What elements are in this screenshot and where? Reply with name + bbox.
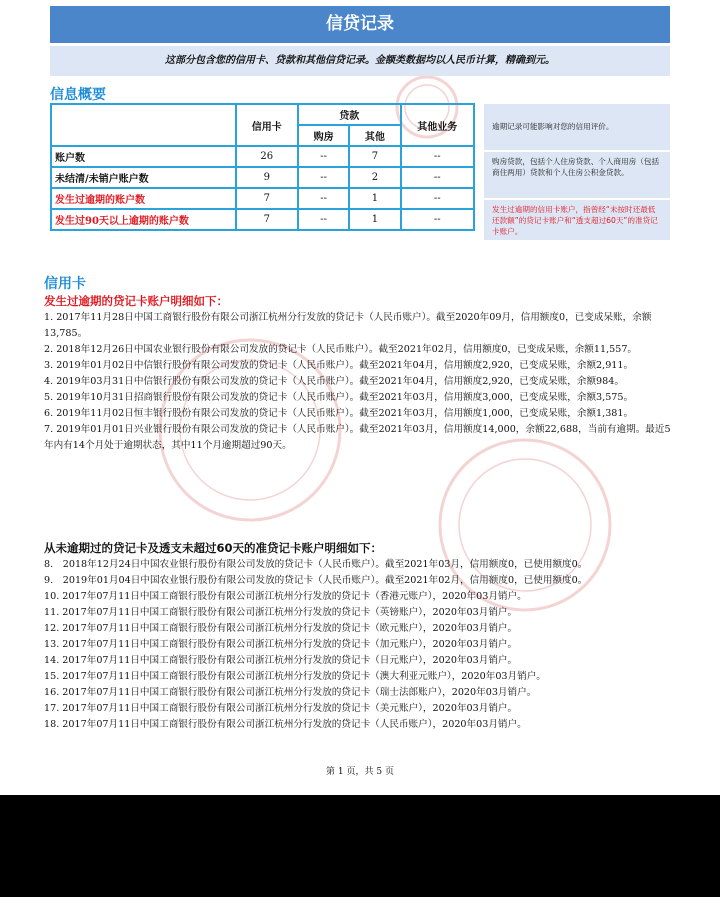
row-label: 发生过逾期的账户数 xyxy=(51,188,236,209)
row-label: 发生过90天以上逾期的账户数 xyxy=(51,209,236,230)
cell-other-business: -- xyxy=(401,167,474,188)
credit-card-section-title: 信用卡 xyxy=(44,276,86,292)
list-item: 9. 2019年01月04日中国农业银行股份有限公司发放的贷记卡（人民币账户）。截至2021年02月，信用额度0，已使用额度0。 xyxy=(44,575,588,586)
list-item: 3. 2019年01月02日中信银行股份有限公司发放的贷记卡（人民币账户）。截至2021年04月，信用额度2,920，已变成呆账，余额2,911。 xyxy=(44,360,634,371)
cell-housing: -- xyxy=(298,146,349,167)
cell-housing: -- xyxy=(298,167,349,188)
normal-list xyxy=(44,557,674,733)
list-item: 11. 2017年07月11日中国工商银行股份有限公司浙江杭州分行发放的贷记卡（英镑账户），2020年03月销户。 xyxy=(44,607,518,618)
table-row xyxy=(51,209,474,230)
row-label: 未结清/未销户账户数 xyxy=(51,167,236,188)
cell-other-business: -- xyxy=(401,209,474,230)
list-item: 12. 2017年07月11日中国工商银行股份有限公司浙江杭州分行发放的贷记卡（欧元账户），2020年03月销户。 xyxy=(44,623,518,634)
cell-other-loan: 2 xyxy=(349,167,400,188)
note-overdue-impact: 逾期记录可能影响对您的信用评价。 xyxy=(484,104,670,150)
note-overdue-definition: 发生过逾期的信用卡账户，指曾经“未按时还最低还款额”的贷记卡账户和“透支超过60天”的准贷记卡账户。 xyxy=(484,200,670,240)
cell-other-loan: 1 xyxy=(349,209,400,230)
list-item: 10. 2017年07月11日中国工商银行股份有限公司浙江杭州分行发放的贷记卡（香港元账户），2020年03月销户。 xyxy=(44,591,527,602)
list-item: 4. 2019年03月31日中信银行股份有限公司发放的贷记卡（人民币账户）。截至2021年04月，信用额度2,920，已变成呆账，余额984。 xyxy=(44,376,624,387)
intro-text: 这部分包含您的信用卡、贷款和其他信贷记录。金额类数据均以人民币计算，精确到元。 xyxy=(50,46,670,76)
cell-housing: -- xyxy=(298,209,349,230)
list-item: 15. 2017年07月11日中国工商银行股份有限公司浙江杭州分行发放的贷记卡（澳大利亚元账户），2020年03月销户。 xyxy=(44,671,546,682)
table-row xyxy=(51,146,474,167)
list-item: 1. 2017年11月28日中国工商银行股份有限公司浙江杭州分行发放的贷记卡（人民币账户）。截至2020年09月，信用额度0，已变成呆账，余额13,785。 xyxy=(44,312,652,339)
list-item: 16. 2017年07月11日中国工商银行股份有限公司浙江杭州分行发放的贷记卡（瑞士法郎账户），2020年03月销户。 xyxy=(44,687,537,698)
cell-credit-card: 7 xyxy=(236,188,299,209)
table-row xyxy=(51,188,474,209)
summary-section-title: 信息概要 xyxy=(50,87,106,103)
cell-other-loan: 1 xyxy=(349,188,400,209)
header-other-loan: 其他 xyxy=(349,125,400,146)
summary-corner-cell xyxy=(51,104,236,146)
cell-credit-card: 9 xyxy=(236,167,299,188)
header-credit-card: 信用卡 xyxy=(236,104,299,146)
list-item: 5. 2019年10月31日招商银行股份有限公司发放的贷记卡（人民币账户）。截至2021年03月，信用额度3,000，已变成呆账，余额3,575。 xyxy=(44,392,634,403)
list-item: 7. 2019年01月01日兴业银行股份有限公司发放的贷记卡（人民币账户）。截至2021年03月，信用额度14,000，余额22,688，当前有逾期。最近5年内有14个月处于逾期状态，其中11个月逾期超过90天。 xyxy=(44,424,671,451)
list-item: 18. 2017年07月11日中国工商银行股份有限公司浙江杭州分行发放的贷记卡（人民币账户），2020年03月销户。 xyxy=(44,719,527,730)
summary-header-row xyxy=(51,104,474,125)
table-row xyxy=(51,167,474,188)
screen-bottom-area xyxy=(0,795,720,897)
note-housing-loan: 购房贷款，包括个人住房贷款、个人商用房（包括商住两用）贷款和个人住房公积金贷款。 xyxy=(484,152,670,198)
header-other-business: 其他业务 xyxy=(401,104,474,146)
cell-credit-card: 7 xyxy=(236,209,299,230)
overdue-subtitle: 发生过逾期的贷记卡账户明细如下： xyxy=(44,294,228,308)
list-item: 8. 2018年12月24日中国农业银行股份有限公司发放的贷记卡（人民币账户）。截至2021年03月，信用额度0，已使用额度0。 xyxy=(44,559,588,570)
credit-record-banner: 信贷记录 xyxy=(50,6,670,43)
list-item: 14. 2017年07月11日中国工商银行股份有限公司浙江杭州分行发放的贷记卡（日元账户），2020年03月销户。 xyxy=(44,655,518,666)
cell-other-business: -- xyxy=(401,146,474,167)
cell-credit-card: 26 xyxy=(236,146,299,167)
cell-housing: -- xyxy=(298,188,349,209)
header-housing: 购房 xyxy=(298,125,349,146)
row-label: 账户数 xyxy=(51,146,236,167)
list-item: 13. 2017年07月11日中国工商银行股份有限公司浙江杭州分行发放的贷记卡（加元账户），2020年03月销户。 xyxy=(44,639,518,650)
overdue-list xyxy=(44,310,674,454)
cell-other-loan: 7 xyxy=(349,146,400,167)
list-item: 6. 2019年11月02日恒丰银行股份有限公司发放的贷记卡（人民币账户）。截至2021年03月，信用额度1,000，已变成呆账，余额1,381。 xyxy=(44,408,634,419)
page-indicator: 第 1 页，共 5 页 xyxy=(326,767,394,777)
list-item: 17. 2017年07月11日中国工商银行股份有限公司浙江杭州分行发放的贷记卡（美元账户），2020年03月销户。 xyxy=(44,703,518,714)
normal-accounts-subtitle: 从未逾期过的贷记卡及透支未超过60天的准贷记卡账户明细如下： xyxy=(44,541,382,555)
list-item: 2. 2018年12月26日中国农业银行股份有限公司发放的贷记卡（人民币账户）。截至2021年02月，信用额度0，已变成呆账，余额11,557。 xyxy=(44,344,638,355)
summary-table xyxy=(50,103,475,231)
header-loan: 贷款 xyxy=(298,104,400,125)
cell-other-business: -- xyxy=(401,188,474,209)
